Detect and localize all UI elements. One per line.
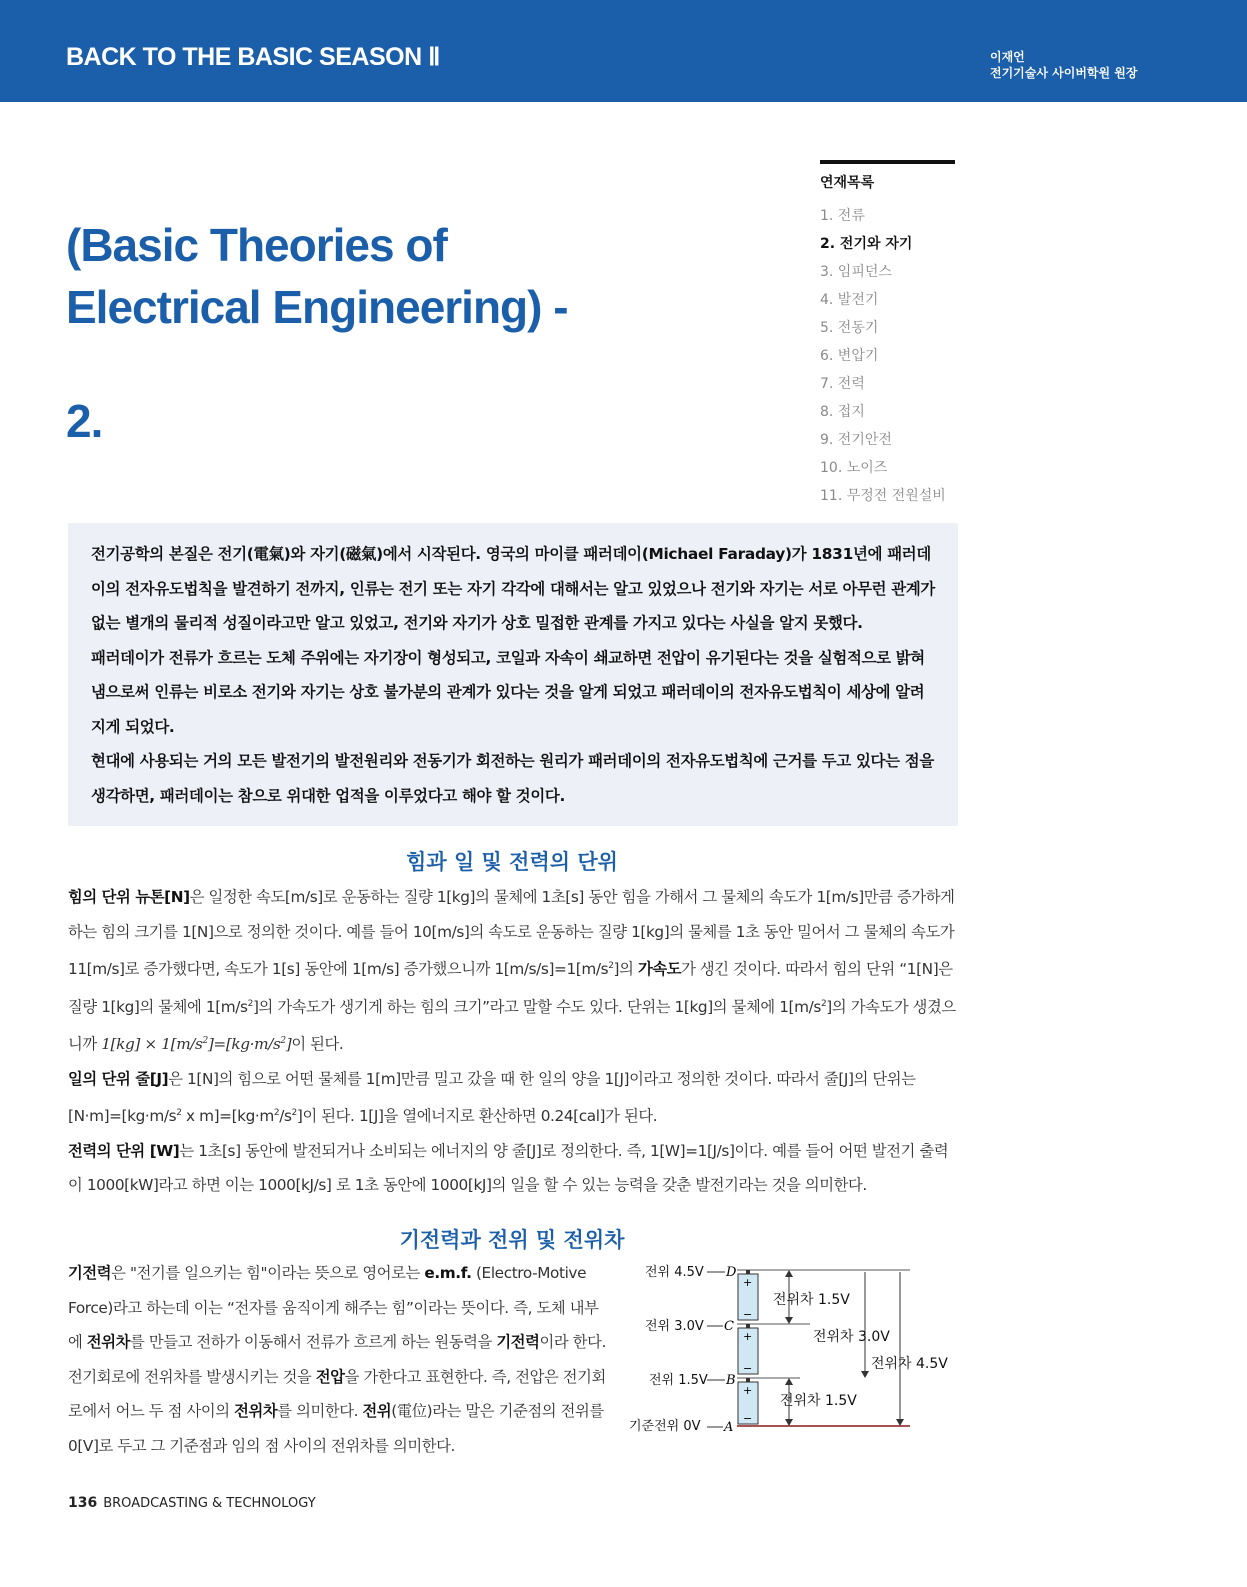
toc-item: 11. 무정전 전원설비 — [820, 488, 946, 504]
section-units-body — [68, 880, 958, 1203]
toc-item: 3. 임피던스 — [820, 264, 892, 280]
magazine-name: BROADCASTING & TECHNOLOGY — [103, 1496, 316, 1511]
point-c: C — [724, 1319, 734, 1334]
summary-para-1: 전기공학의 본질은 전기(電氣)와 자기(磁氣)에서 시작된다. 영국의 마이클 패러데이(Michael Faraday)가 1831년에 패러데이의 전자유도법칙을 발견하기 전까지, 인류는 전기 또는 자기 각각에 대해서는 알고 있었으나 전기와 자기는 서로 아무런 관계가 없는 별개의 물리적 성질이라고만 알고 있었고, 전기와 자기가 상호 밀접한 관계를 가지고 있다는 사실을 알지 못했다. — [91, 545, 935, 632]
section-heading-units: 힘과 일 및 전력의 단위 — [406, 850, 618, 874]
level-label-a: 기준전위 0V — [629, 1419, 701, 1434]
title-number: 2. — [66, 395, 103, 447]
author-info — [990, 49, 1137, 81]
summary-box — [68, 523, 958, 826]
summary-para-2: 패러데이가 전류가 흐르는 도체 주위에는 자기장이 형성되고, 코일과 자속이 쇄교하면 전압이 유기된다는 것을 실험적으로 밝혀냄으로써 인류는 비로소 전기와 자기는 상호 불가분의 관계가 있다는 것을 알게 되었고 패러데이의 전자유도법칙이 세상에 알려지게 되었다. — [91, 648, 925, 736]
toc-heading: 연재목록 — [820, 175, 875, 191]
point-a: A — [724, 1420, 734, 1435]
toc-item: 1. 전류 — [820, 208, 865, 224]
svg-text:+: + — [743, 1384, 753, 1397]
level-label-d: 전위 4.5V — [645, 1265, 704, 1280]
title-line-2: Electrical Engineering) - — [66, 281, 568, 333]
section-heading-emf: 기전력과 전위 및 전위차 — [399, 1228, 625, 1252]
article-title — [66, 214, 568, 452]
paragraph-force: 힘의 단위 뉴톤[N]은 일정한 속도[m/s]로 운동하는 질량 1[kg]의 물체에 1초[s] 동안 힘을 가해서 그 물체의 속도가 1[m/s]만큼 증가하게 하는 힘의 크기를 1[N]으로 정의한 것이다. 예를 들어 10[m/s]의 속도로 운동하는 질량 1[kg]의 물체를 1초 동안 밀어서 그 물체의 속도가 11[m/s]로 증가했다면, 속도가 1[s] 동안에 1[m/s] 증가했으니까 $1[m/s/s]=1[m/s^2]$의 가속도가 생긴 것이다. 따라서 힘의 단위 “1[N]은 질량 1[kg]의 물체에 $1[m/s^2]$의 가속도가 생기게 하는 힘의 크기”라고 말할 수도 있다. 단위는 1[kg]의 물체에 $1[m/s^2]$의 가속도가 생겼으니까 $1[kg] \times 1[m/s^2]=[kg\cdot m/s^2]$이 된다. — [68, 888, 956, 1054]
toc-item: 7. 전력 — [820, 376, 865, 392]
potential-diagram — [625, 1262, 948, 1452]
toc-divider — [820, 160, 955, 164]
series-title: BACK TO THE BASIC SEASON Ⅱ — [66, 43, 440, 71]
paragraph-power: 전력의 단위 [W]는 1초[s] 동안에 발전되거나 소비되는 에너지의 양 줄[J]로 정의한다. 즉, 1[W]=1[J/s]이다. 예를 들어 어떤 발전기 출력이 1000[kW]라고 하면 이는 1000[kJ/s] 로 1초 동안에 1000[kJ]의 일을 할 수 있는 능력을 갖춘 발전기라는 것을 의미한다. — [68, 1141, 949, 1195]
svg-text:−: − — [743, 1412, 753, 1425]
author-title: 전기기술사 사이버학원 원장 — [990, 66, 1138, 80]
page-number: 136 — [68, 1495, 98, 1511]
toc-item: 9. 전기안전 — [820, 432, 892, 448]
toc-item: 6. 변압기 — [820, 348, 879, 364]
toc-item: 8. 접지 — [820, 404, 865, 420]
level-label-b: 전위 1.5V — [649, 1373, 708, 1388]
toc-item: 10. 노이즈 — [820, 460, 888, 476]
page-footer — [68, 1495, 316, 1511]
formula: $1[kg] \times 1[m/s^2]=[kg\cdot m/s^2]$ — [101, 1035, 292, 1054]
title-line-1: (Basic Theories of — [66, 219, 447, 271]
point-d: D — [726, 1265, 737, 1280]
summary-para-3: 현대에 사용되는 거의 모든 발전기의 발전원리와 전동기가 회전하는 원리가 패러데이의 전자유도법칙에 근거를 두고 있다는 점을 생각하면, 패러데이는 참으로 위대한 업적을 이루었다고 해야 할 것이다. — [91, 752, 934, 805]
svg-text:−: − — [743, 1308, 753, 1321]
toc-item: 5. 전동기 — [820, 320, 879, 336]
svg-text:+: + — [743, 1330, 753, 1343]
toc-item-active: 2. 전기와 자기 — [820, 236, 913, 252]
point-b: B — [726, 1373, 736, 1388]
diff-dc: 전위차 1.5V — [773, 1292, 850, 1308]
svg-text:+: + — [743, 1276, 753, 1289]
svg-text:−: − — [743, 1362, 753, 1375]
diff-da: 전위차 4.5V — [871, 1356, 948, 1372]
diff-db: 전위차 3.0V — [813, 1329, 890, 1345]
author-name: 이재언 — [990, 50, 1025, 64]
paragraph-work: 일의 단위 줄[J]은 1[N]의 힘으로 어떤 물체를 1[m]만큼 밀고 갔을 때 한 일의 양을 1[J]이라고 정의한 것이다. 따라서 줄[J]의 단위는 $[N\cdot m]=[kg\cdot m/s^2$ x $m]=[kg\cdot m^2/s^2]$이 된다. 1[J]을 열에너지로 환산하면 0.24[cal]가 된다. — [68, 1069, 916, 1126]
series-toc — [820, 160, 955, 510]
level-label-c: 전위 3.0V — [645, 1319, 704, 1334]
section-emf-body: 기전력은 "전기를 일으키는 힘"이라는 뜻으로 영어로는 e.m.f. (Electro-Motive Force)라고 하는데 이는 “전자를 움직이게 해주는 힘”이라는 뜻이다. 즉, 도체 내부에 전위차를 만들고 전하가 이동해서 전류가 흐르게 하는 원동력을 기전력이라 한다. 전기회로에 전위차를 발생시키는 것을 전압을 가한다고 표현한다. 즉, 전압은 전기회로에서 어느 두 점 사이의 전위차를 의미한다. 전위(電位)라는 말은 기준점의 전위를 0[V]로 두고 그 기준점과 임의 점 사이의 전위차를 의미한다. — [68, 1264, 606, 1455]
summary-text — [68, 523, 958, 813]
header-bar — [0, 0, 1247, 102]
toc-item: 4. 발전기 — [820, 292, 879, 308]
diff-ba: 전위차 1.5V — [780, 1393, 857, 1409]
